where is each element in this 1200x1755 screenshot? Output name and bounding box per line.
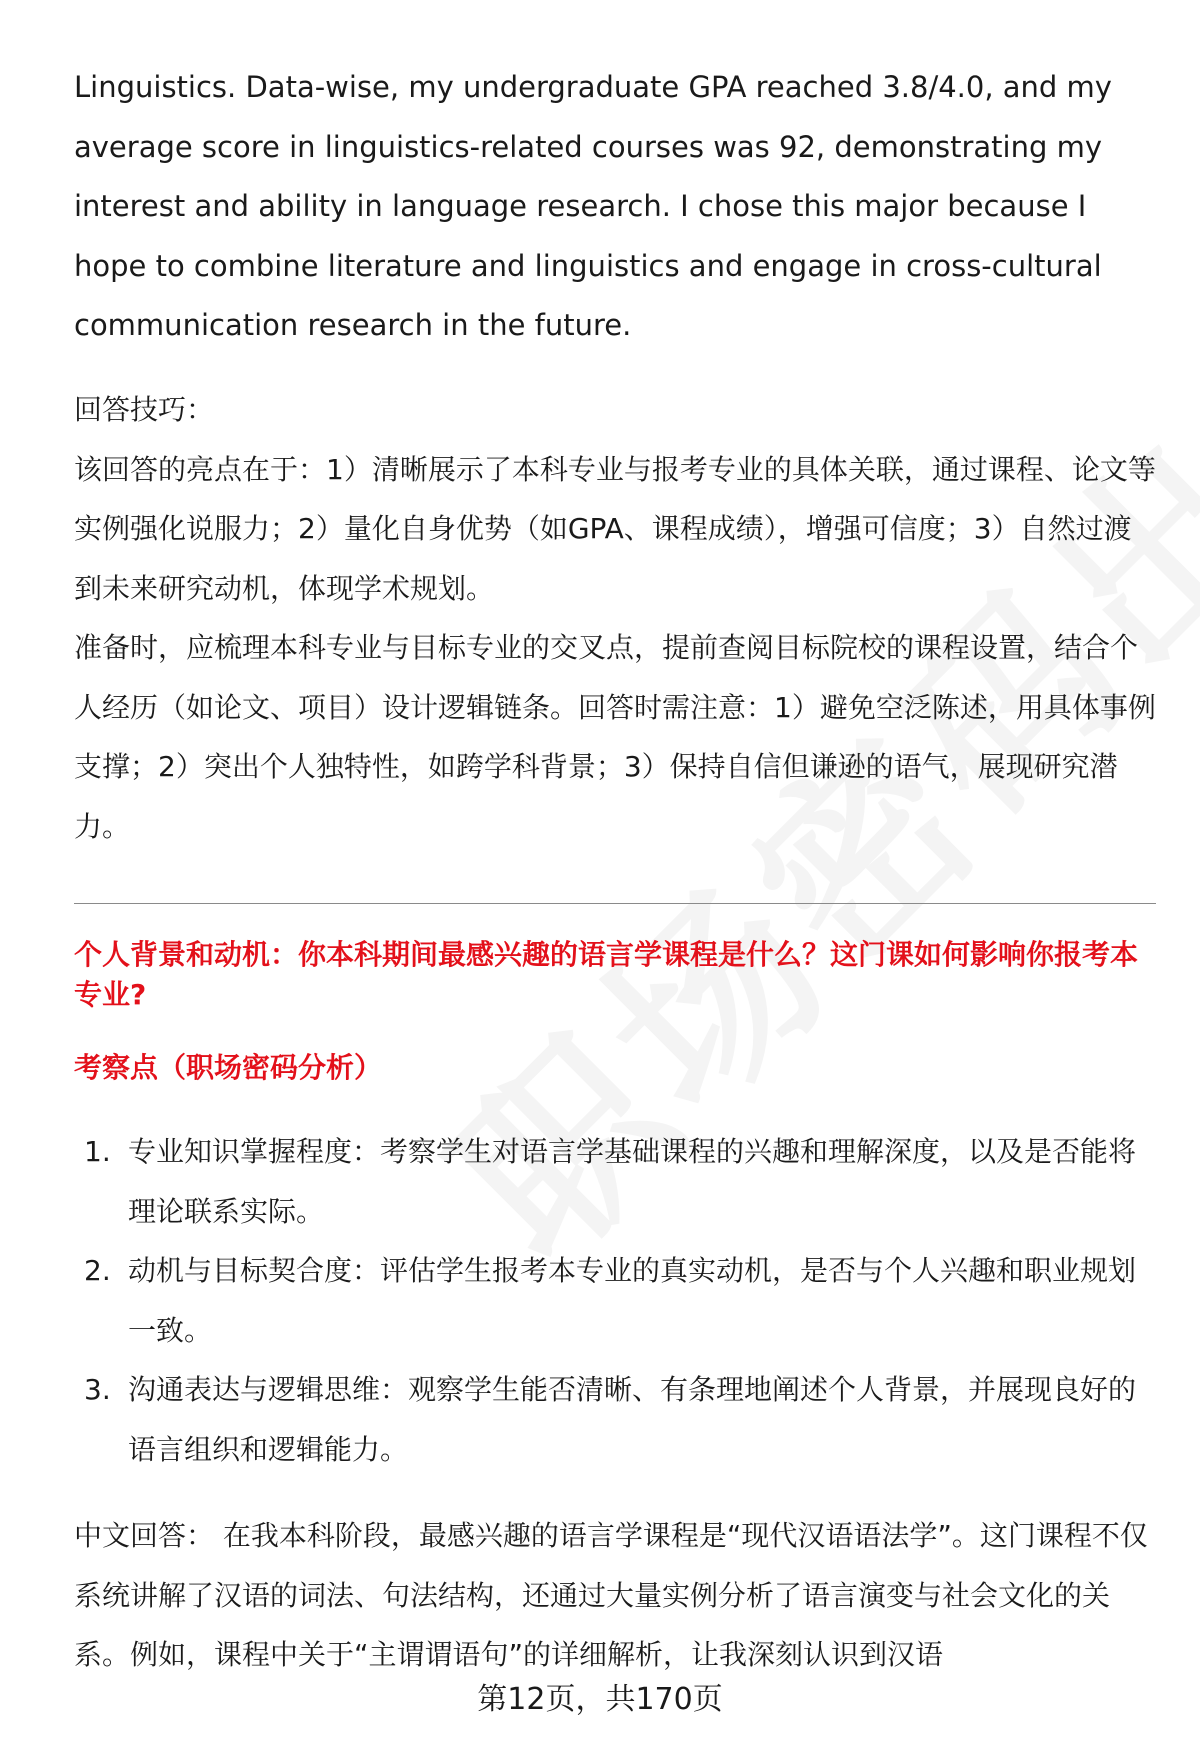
list-item-text: 动机与目标契合度：评估学生报考本专业的真实动机，是否与个人兴趣和职业规划一致。 (128, 1254, 1137, 1347)
analysis-heading: 考察点（职场密码分析） (74, 1051, 383, 1084)
chinese-answer-paragraph: 中文回答： 在我本科阶段，最感兴趣的语言学课程是“现代汉语语法学”。这门课程不仅系统讲解了汉语的词法、句法结构，还通过大量实例分析了语言演变与社会文化的关系。例如，课程中关于“主谓谓语句”的详细解析，让我深刻认识到汉语 (74, 1519, 1148, 1671)
list-item-text: 沟通表达与逻辑思维：观察学生能否清晰、有条理地阐述个人背景，并展现良好的语言组织和逻辑能力。 (128, 1373, 1137, 1466)
tips-heading: 回答技巧： (74, 393, 215, 426)
list-item (74, 1241, 1156, 1360)
list-item-number: 3. (84, 1373, 111, 1406)
list-item-number: 2. (84, 1254, 111, 1287)
tips-paragraph: 准备时，应梳理本科专业与目标专业的交叉点，提前查阅目标院校的课程设置，结合个人经历（如论文、项目）设计逻辑链条。回答时需注意：1）避免空泛陈述，用具体事例支撑；2）突出个人独特性，如跨学科背景；3）保持自信但谦逊的语气，展现研究潜力。 (74, 631, 1156, 843)
english-answer-paragraph: Linguistics. Data-wise, my undergraduate GPA reached 3.8/4.0, and my average score in linguistics-related courses was 92, demonstrating my interest and ability in language research. I chose this major because I hope to combine literature and linguistics and engage in cross-cultural communication research in the future. (74, 70, 1112, 342)
list-item-number: 1. (84, 1135, 111, 1168)
page-number: 第12页，共170页 (477, 1682, 723, 1717)
analysis-list (74, 1122, 1156, 1479)
section-divider (74, 903, 1156, 904)
answer-tips (74, 380, 1156, 856)
list-item (74, 1360, 1156, 1479)
question-heading: 个人背景和动机：你本科期间最感兴趣的语言学课程是什么？这门课如何影响你报考本专业? (74, 938, 1139, 1011)
tips-paragraph: 该回答的亮点在于：1）清晰展示了本科专业与报考专业的具体关联，通过课程、论文等实例强化说服力；2）量化自身优势（如GPA、课程成绩），增强可信度；3）自然过渡到未来研究动机，体现学术规划。 (74, 452, 1156, 605)
list-item-text: 专业知识掌握程度：考察学生对语言学基础课程的兴趣和理解深度，以及是否能将理论联系实际。 (128, 1135, 1137, 1228)
list-item (74, 1122, 1156, 1241)
